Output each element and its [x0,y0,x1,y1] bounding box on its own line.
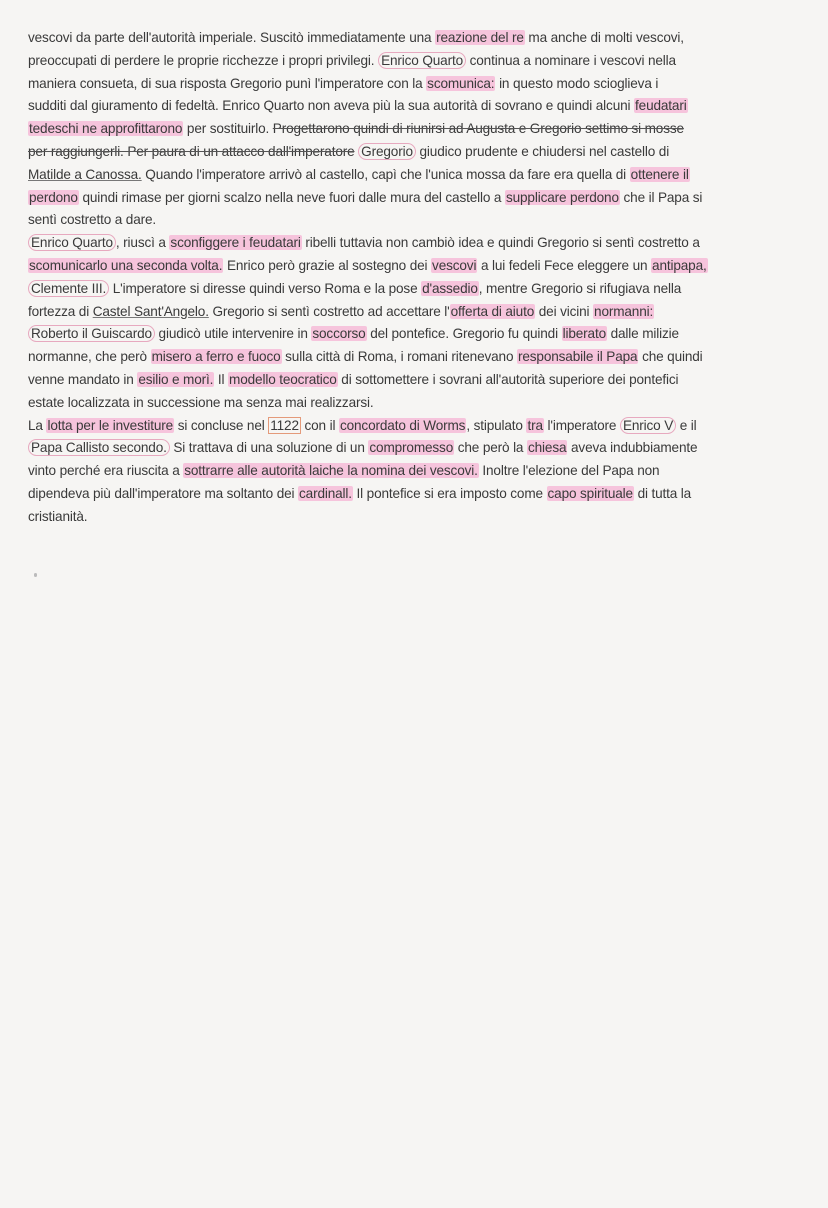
text-line [28,301,818,324]
text-segment: per sostituirlo. [183,121,273,137]
text-line [28,346,818,369]
text-segment: maniera consueta, di sua risposta Gregorio punì l'imperatore con la [28,75,427,91]
text-segment: Quando l'imperatore arrivò al castello, capì che l'unica mossa da fare era quella di [141,166,630,182]
text-line [28,164,818,187]
text-segment: sulla città di Roma, i romani ritenevano [281,349,517,365]
text-segment: fortezza di [28,303,93,319]
struck-text: Progettarono quindi di riunirsi ad Augusta e Gregorio settimo si mosse [272,121,684,137]
highlighted-text: antipapa, [652,257,707,273]
text-line [28,392,818,415]
text-segment: normanne, che però [28,349,151,365]
text-segment: La [28,417,47,433]
text-segment: e il [676,417,697,433]
highlighted-text: sconfiggere i feudatari [170,235,301,251]
text-segment: sentì costretto a dare. [28,212,157,228]
text-line [28,506,818,529]
highlighted-text: perdono [29,189,78,205]
text-line [28,27,818,50]
text-segment: continua a nominare i vescovi nella [465,52,676,68]
text-segment: ribelli tuttavia non cambiò idea e quindi Gregorio si sentì costretto a [301,235,700,251]
text-segment: , riuscì a [115,235,170,251]
highlighted-text: normanni: [594,303,654,319]
text-segment: di sottomettere i sovrani all'autorità superiore dei pontefici [337,371,679,387]
text-line [28,415,818,438]
highlighted-text: cardinall. [299,485,352,501]
text-segment: di tutta la [633,485,692,501]
text-segment: che quindi [638,349,703,365]
circled-text: Enrico V [620,417,676,434]
highlighted-text: concordato di Worms [339,417,466,433]
highlighted-text: scomunicarlo una seconda volta. [29,257,223,273]
circled-text: Clemente III. [28,280,109,297]
text-segment: vinto perché era riuscita a [28,463,184,479]
text-segment: vescovi da parte dell'autorità imperiale. Suscitò immediatamente una [28,30,436,45]
text-line [28,483,818,506]
highlighted-text: d'assedio [422,280,478,296]
text-segment: del pontefice. Gregorio fu quindi [366,326,562,342]
text-segment: quindi rimase per giorni scalzo nella neve fuori dalle mura del castello a [78,189,505,205]
highlighted-text: sottrarre alle autorità laiche la nomina dei vescovi. [184,463,478,479]
highlighted-text: compromesso [369,440,454,456]
highlighted-text: lotta per le investiture [47,417,174,433]
text-segment: in questo modo scioglieva i [495,75,659,91]
text-segment: ma anche di molti vescovi, [524,30,684,45]
highlighted-text: modello teocratico [229,371,337,387]
text-segment: venne mandato in [28,371,138,387]
boxed-text: 1122 [270,417,299,433]
highlighted-text: offerta di aiuto [450,303,535,319]
underlined-text: Castel Sant'Angelo. [92,303,209,319]
circled-text: Enrico Quarto [28,234,116,251]
text-segment: dipendeva più dall'imperatore ma soltanto dei [28,485,299,501]
highlighted-text: tra [527,417,543,433]
text-segment: sudditi dal giuramento di fedeltà. Enrico Quarto non aveva più la sua autorità di sovrano e quindi alcuni [28,98,635,114]
highlighted-text: misero a ferro e fuoco [151,349,281,365]
paper-speck [34,573,37,577]
circled-text: Gregorio [358,143,416,160]
text-line [28,50,818,73]
text-segment: , mentre Gregorio si rifugiava nella [478,280,682,296]
highlighted-text: ottenere il [630,166,689,182]
circled-text: Papa Callisto secondo. [28,439,170,456]
text-segment: dalle milizie [606,326,679,342]
text-segment: a lui fedeli Fece eleggere un [477,257,652,273]
text-line [28,278,818,301]
text-line [28,323,818,346]
text-line [28,187,818,210]
text-line [28,437,818,460]
text-segment: si concluse nel [174,417,269,433]
text-line [28,232,818,255]
highlighted-text: supplicare perdono [505,189,619,205]
text-line [28,369,818,392]
struck-text: per raggiungerli. Per paura di un attacco dall'imperatore [28,143,355,159]
text-segment: aveva indubbiamente [567,440,698,456]
highlighted-text: tedeschi ne approfittarono [29,121,183,137]
text-segment: cristianità. [28,508,88,524]
highlighted-text: feudatari [635,98,687,114]
text-segment: Enrico però grazie al sostegno dei [223,257,432,273]
underlined-text: Matilde a Canossa. [28,166,142,182]
text-segment: giudicò utile intervenire in [154,326,312,342]
text-segment: Inoltre l'elezione del Papa non [478,463,660,479]
text-segment: con il [300,417,339,433]
text-line [28,255,818,278]
text-segment: che il Papa si [619,189,703,205]
highlighted-text: scomunica: [427,75,495,91]
text-line [28,141,818,164]
text-line [28,209,818,232]
text-line [28,460,818,483]
text-line [28,95,818,118]
highlighted-text: capo spirituale [547,485,633,501]
text-segment: che però la [454,440,527,456]
text-line [28,118,818,141]
text-segment: giudico prudente e chiudersi nel castello di [415,143,670,159]
highlighted-text: reazione del re [436,30,524,45]
highlighted-text: vescovi [432,257,477,273]
text-segment: Gregorio si sentì costretto ad accettare l' [208,303,450,319]
text-segment: estate localizzata in successione ma senza mai realizzarsi. [28,394,374,410]
text-segment: L'imperatore si diresse quindi verso Roma e la pose [109,280,422,296]
text-segment: , stipulato [466,417,527,433]
highlighted-text: soccorso [312,326,366,342]
text-segment: Il [214,371,229,387]
highlighted-text: esilio e morì. [138,371,214,387]
highlighted-text: liberato [562,326,606,342]
text-line [28,73,818,96]
text-segment: Il pontefice si era imposto come [352,485,547,501]
text-segment: dei vicini [535,303,594,319]
text-segment: preoccupati di perdere le proprie ricchezze i propri privilegi. [28,52,379,68]
highlighted-text: responsabile il Papa [518,349,638,365]
document-page [28,27,818,529]
text-segment: l'imperatore [543,417,620,433]
circled-text: Roberto il Guiscardo [28,325,155,342]
circled-text: Enrico Quarto [378,52,466,69]
highlighted-text: chiesa [527,440,567,456]
text-segment: Si trattava di una soluzione di un [169,440,369,456]
